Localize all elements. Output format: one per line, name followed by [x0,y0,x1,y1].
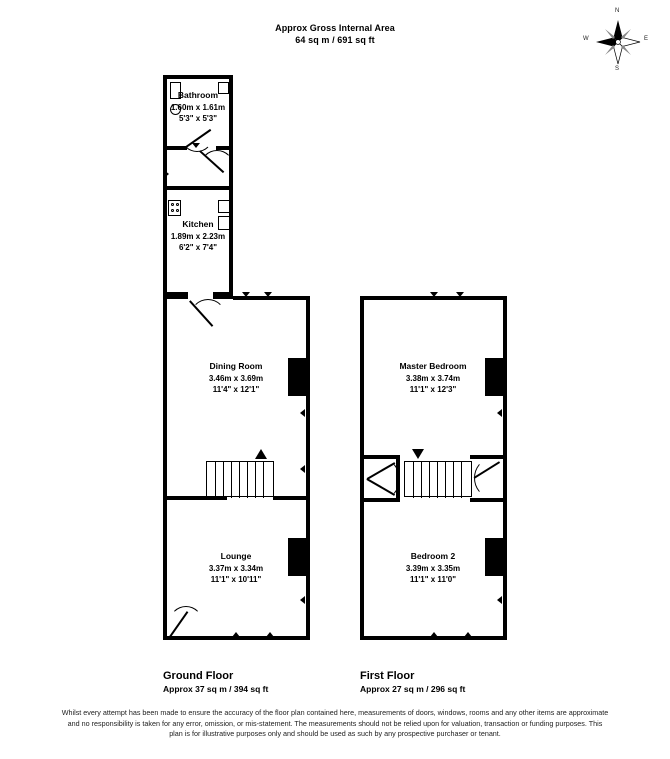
door-landing-right [474,459,506,497]
first-stairs [404,461,472,497]
wall-landing-bottom-right [470,498,507,502]
room-label-kitchen [148,219,248,254]
room-name-kitchen: Kitchen [182,219,214,229]
wall-main-left [163,296,167,640]
ground-floor-title [163,670,268,696]
wall-kitchen-bottom-right [213,292,233,299]
first-floor-title [360,670,465,696]
room-dim-ft-bathroom: 5'3" x 5'3" [178,114,218,123]
ground-stairs [206,461,274,497]
compass-north-label: N [615,8,620,14]
room-label-bedroom-2 [373,551,493,586]
wall-dining-lounge-right [273,496,307,500]
first-floor-area: Approx 27 sq m / 296 sq ft [360,684,466,694]
first-floor-plan [330,0,670,660]
room-name-dining: Dining Room [209,361,263,371]
window-tick-bedroom2-bottom-1 [430,632,438,637]
compass-south-label: S [615,66,620,72]
room-dim-m-kitchen: 1.89m x 2.23m [170,231,226,241]
room-dim-m-master-bedroom: 3.38m x 3.74m [405,373,461,383]
window-tick-hall-left [164,170,169,178]
compass-east-label: E [644,36,649,42]
window-tick-lounge-bottom-1 [232,632,240,637]
window-tick-bedroom2-right [497,596,502,604]
room-name-bedroom-2: Bedroom 2 [410,551,456,561]
window-tick-lounge-bottom-2 [266,632,274,637]
window-tick-dining-right [300,409,305,417]
first-stair-direction-arrow [404,449,474,461]
window-tick-stairs-right [300,465,305,473]
stair-direction-arrow [206,449,276,461]
gross-area-value: 64 sq m / 691 sq ft [295,35,375,45]
room-dim-ft-dining: 11'4" x 12'1" [212,385,260,394]
window-tick-master-right [497,409,502,417]
disclaimer-text: Whilst every attempt has been made to ensure the accuracy of the floor plan contained here, measurements of doors, windows, rooms and any other items are approximate and no responsibility is taken for any error, omission, or mis-statement. The measurements should not be relied upon for valuation, transaction or funding purposes. This plan is for illustrative purposes only and should be used as such by any prospective purchaser or tenant. [61,708,609,738]
ground-floor-area: Approx 37 sq m / 394 sq ft [163,684,269,694]
room-dim-ft-bedroom-2: 11'1" x 11'0" [409,575,457,584]
ground-floor-plan [0,0,340,660]
room-label-master-bedroom [373,361,493,396]
window-tick-bathroom [192,143,200,148]
window-tick-lounge-right [300,596,305,604]
room-label-bathroom [148,90,248,125]
room-dim-ft-lounge: 11'1" x 10'11" [210,575,262,584]
hob-fixture [168,200,181,216]
room-dim-ft-kitchen: 6'2" x 7'4" [178,243,218,252]
compass-west-label: W [583,36,589,42]
ground-floor-name: Ground Floor [163,670,234,682]
window-tick-dining-top-1 [242,292,250,297]
wall-bathroom-bottom-left [163,146,187,150]
door-kitchen-dining [190,299,226,335]
room-dim-m-bathroom: 1.60m x 1.61m [170,102,226,112]
room-name-bathroom: Bathroom [177,90,219,100]
room-label-lounge [176,551,296,586]
room-dim-m-lounge: 3.37m x 3.34m [208,563,264,573]
wall-kitchen-top [163,186,233,190]
window-tick-master-top-1 [430,292,438,297]
window-tick-master-top-2 [456,292,464,297]
window-tick-bedroom2-bottom-2 [464,632,472,637]
sink-fixture [218,200,230,213]
room-name-lounge: Lounge [220,551,252,561]
room-dim-ft-master-bedroom: 11'1" x 12'3" [409,385,457,394]
room-label-dining [176,361,296,396]
room-dim-m-dining: 3.46m x 3.69m [208,373,264,383]
wall-bathroom-top [163,75,233,79]
wall-main-right [306,296,310,640]
room-name-master-bedroom: Master Bedroom [399,361,467,371]
wall-first-left [360,296,364,640]
gross-area-label: Approx Gross Internal Area [275,23,395,33]
first-floor-name: First Floor [360,670,415,682]
room-dim-m-bedroom-2: 3.39m x 3.35m [405,563,461,573]
window-tick-dining-top-2 [264,292,272,297]
